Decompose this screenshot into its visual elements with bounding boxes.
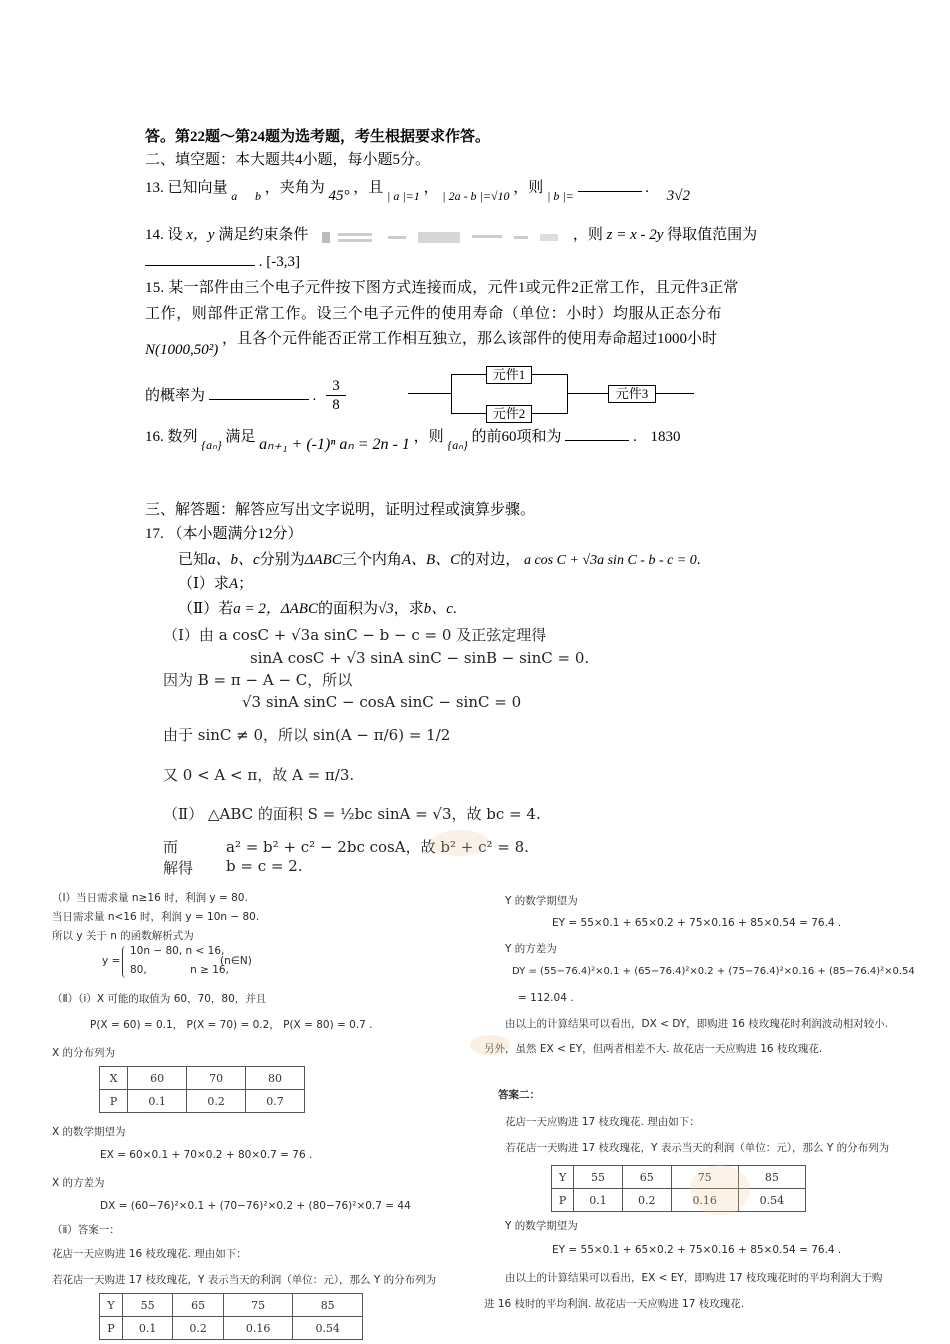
table-row [100, 1294, 363, 1317]
table-cell: Y [552, 1166, 574, 1189]
left-pw1: 10n − 80, n < 16, [130, 945, 225, 957]
q15-line3 [145, 328, 718, 358]
right-r11: Y 的数学期望为 [505, 1220, 578, 1232]
piecewise-brace [122, 946, 128, 978]
sol17-line4: √3 sinA sinC − cosA sinC − sinC = 0 [242, 693, 522, 711]
q13-cond-pre: ，且 [353, 180, 384, 196]
table-cell: 75 [671, 1166, 738, 1189]
scan-stain [470, 1035, 510, 1055]
table-cell: P [100, 1317, 123, 1340]
wire-in [408, 393, 451, 394]
q17-given [178, 549, 701, 572]
q15-dist: N(1000,50²) [145, 342, 219, 358]
question-13: 13. 已知向量 $_a$ $_b$ ，夹角为 45° ，且 $_{| a |=1}$ ， $_{| 2a - b |=√10}$ ，则 $_{| b |=}$ . 3√2 [145, 177, 690, 199]
q17-given-mid2: 三个内角 [341, 552, 402, 568]
q17-title: 17. （本小题满分12分） [145, 526, 303, 542]
table-cell: 55 [574, 1166, 623, 1189]
q16-answer: 1830 [650, 429, 681, 445]
q17-part2 [178, 598, 457, 620]
q13-answer-blank [578, 177, 642, 192]
q14-expr: z = x - 2y [606, 227, 664, 243]
q15-line3-text: ，且各个元件能否正常工作相互独立，那么该部件的使用寿命超过1000小时 [222, 331, 718, 347]
q17-part1-pre: （Ⅰ）求 [178, 576, 229, 592]
q15-line2: 工作，则部件正常工作。设三个电子元件的使用寿命（单位：小时）均服从正态分布 [145, 306, 723, 322]
left-l2: 当日需求量 n<16 时，利润 y = 10n − 80. [52, 911, 260, 923]
q17-part2-end: ，求 [393, 601, 424, 617]
table-row [100, 1067, 305, 1090]
q15-line4-text: 的概率为 [145, 388, 206, 404]
q17-dot: . [696, 552, 701, 568]
right-r12: EY = 55×0.1 + 65×0.2 + 75×0.16 + 85×0.54 = 76.4 . [552, 1244, 842, 1256]
sol17-line9b: b = c = 2. [226, 857, 303, 875]
right-r5: = 112.04 . [518, 992, 574, 1004]
table-cell: 0.2 [173, 1317, 223, 1340]
sol17-line8b: a² = b² + c² − 2bc cosA，故 b² + c² = 8. [226, 838, 529, 856]
q14-constraint-image [318, 229, 563, 243]
table-cell: 60 [128, 1067, 187, 1090]
q17-part2-mid: 的面积为 [317, 601, 378, 617]
q13-cond2: | 2a - b |=√10 [442, 189, 510, 203]
left-l3: 所以 y 关于 n 的函数解析式为 [52, 930, 194, 942]
wire-out [654, 393, 694, 394]
wire-left-bus [451, 374, 452, 414]
left-pw-y: y = [102, 955, 121, 967]
sol17-line1: （Ⅰ）由 a cosC + √3a sinC − b − c = 0 及正弦定理得 [163, 626, 547, 644]
table-cell: 65 [622, 1166, 671, 1189]
table-cell: 0.1 [574, 1189, 623, 1212]
q13-vec-b: b [255, 189, 262, 203]
q17-part2-triangle: ΔABC [280, 601, 318, 617]
right-r3: Y 的方差为 [505, 943, 557, 955]
sol17-line6: 又 0 < A < π，故 A = π/3. [163, 766, 355, 784]
left-l5: P(X = 60) = 0.1， P(X = 70) = 0.2， P(X = 80) = 0.7 . [90, 1019, 373, 1031]
q14-then: ，则 [572, 227, 603, 243]
right-r14: 进 16 枝时的平均利润. 故花店一天应购进 17 枝玫瑰花. [484, 1298, 745, 1310]
q17-part2-pre: （Ⅱ）若 [178, 601, 234, 617]
section-3-heading: 三、解答题：解答应写出文字说明，证明过程或演算步骤。 [145, 502, 536, 518]
table-cell: 75 [223, 1294, 293, 1317]
table-cell: 0.1 [122, 1317, 172, 1340]
left-l13: 若花店一天购进 17 枝玫瑰花，Y 表示当天的利润（单位：元），那么 Y 的分布列为 [52, 1274, 437, 1286]
q13-cond1: | a |=1 [387, 189, 420, 203]
table-cell: 0.7 [246, 1090, 305, 1113]
q14-mid: 满足约束条件 [218, 227, 309, 243]
q17-part2-dot: . [452, 601, 457, 617]
table-cell: 80 [246, 1067, 305, 1090]
q15-line4 [145, 385, 316, 407]
scan-stain [690, 1165, 750, 1215]
table-cell: 85 [293, 1294, 363, 1317]
left-l11: （ⅱ）答案一： [52, 1224, 120, 1236]
question-14 [145, 224, 757, 246]
q14-answer: [-3,3] [266, 254, 300, 270]
q16-pre: 16. 数列 [145, 429, 198, 445]
right-r4: DY = (55−76.4)²×0.1 + (65−76.4)²×0.2 + (75−76.4)²×0.16 + (85−76.4)²×0.54 [512, 966, 915, 977]
q16-then: ，则 [413, 429, 444, 445]
q16-answer-blank [565, 426, 629, 441]
table-cell: 70 [187, 1067, 246, 1090]
table-y-distribution-2 [551, 1165, 806, 1212]
q16-relation: aₙ₊₁ + (-1)ⁿ aₙ = 2n - 1 [259, 436, 410, 453]
question-16 [145, 426, 681, 453]
q17-part1 [178, 573, 253, 595]
table-cell: P [100, 1090, 128, 1113]
q15-answer-den: 8 [326, 395, 346, 414]
component-2: 元件2 [486, 405, 532, 423]
q17-part2-vars: b、c [423, 601, 453, 617]
left-l9: X 的方差为 [52, 1177, 105, 1189]
q14-pre: 14. 设 [145, 227, 183, 243]
q16-mid: 满足 [225, 429, 256, 445]
component-1: 元件1 [486, 366, 532, 384]
q17-given-mid: 分别为 [259, 552, 305, 568]
sol17-line9a: 解得 [163, 859, 194, 877]
q17-condition: a cos C + √3a sin C - b - c = 0 [523, 553, 697, 568]
q13-answer: 3√2 [666, 188, 690, 204]
table-cell: 0.54 [293, 1317, 363, 1340]
table-row [552, 1189, 806, 1212]
q13-vec-a: a [231, 189, 238, 203]
table-row [100, 1090, 305, 1113]
q17-sides: a、b、c [208, 552, 260, 568]
table-cell: P [552, 1189, 574, 1212]
q14-answer-blank [145, 251, 255, 266]
q16-end: . [633, 429, 637, 445]
q15-line1: 15. 某一部件由三个电子元件按下图方式连接而成，元件1或元件2正常工作，且元件3正常 [145, 280, 739, 296]
right-r9: 花店一天应购进 17 枝玫瑰花. 理由如下： [505, 1116, 700, 1128]
table-x-distribution [99, 1066, 305, 1113]
sol17-line2: sinA cosC + √3 sinA sinC − sinB − sinC = 0. [250, 649, 590, 667]
q15-answer-blank [209, 385, 309, 400]
q17-part2-cond: a = 2， [233, 601, 281, 617]
left-l6: X 的分布列为 [52, 1047, 116, 1059]
right-r6: 由以上的计算结果可以看出，DX < DY，即购进 16 枝玫瑰花时利润波动相对较小. [505, 1018, 889, 1030]
sol17-line5: 由于 sinC ≠ 0，所以 sin(A − π/6) = 1/2 [163, 726, 451, 744]
right-r7: 另外，虽然 EX < EY，但两者相差不大. 故花店一天应购进 16 枝玫瑰花. [484, 1043, 823, 1055]
table-cell: 0.16 [223, 1317, 293, 1340]
q17-triangle: ΔABC [304, 552, 342, 568]
sol17-line7: （Ⅱ） △ABC 的面积 S = ½bc sinA = √3，故 bc = 4. [163, 805, 541, 823]
q17-angles: A、B、C [401, 552, 461, 568]
table-cell: Y [100, 1294, 123, 1317]
table-cell: 0.1 [128, 1090, 187, 1113]
left-l1: （Ⅰ）当日需求量 n≥16 时，利润 y = 80. [52, 892, 248, 904]
right-r10: 若花店一天购进 17 枝玫瑰花，Y 表示当天的利润（单位：元），那么 Y 的分布列为 [505, 1142, 890, 1154]
table-cell: 55 [122, 1294, 172, 1317]
q15-answer-num: 3 [332, 378, 340, 394]
wire-right-bus [567, 374, 568, 414]
table-y-distribution-1 [99, 1293, 363, 1340]
left-l10: DX = (60−76)²×0.1 + (70−76)²×0.2 + (80−76)²×0.7 = 44 [100, 1200, 411, 1212]
q13-angle: 45° [328, 188, 350, 204]
component-3: 元件3 [608, 385, 656, 403]
wire-mid [567, 393, 608, 394]
q17-given-pre: 已知 [178, 552, 209, 568]
right-r2: EY = 55×0.1 + 65×0.2 + 75×0.16 + 85×0.54 = 76.4 . [552, 917, 842, 929]
q16-seq: {aₙ} [201, 438, 222, 452]
q15-end: . [312, 388, 317, 404]
left-l8: EX = 60×0.1 + 70×0.2 + 80×0.7 = 76 . [100, 1149, 313, 1161]
q13-then: ，则 [513, 180, 544, 196]
left-pw-domain: (n∈N) [220, 955, 252, 967]
right-r8: 答案二： [498, 1089, 540, 1101]
right-r13: 由以上的计算结果可以看出，EX < EY，即购进 17 枝玫瑰花时的平均利润大于购 [505, 1272, 883, 1284]
q13-target: | b |= [547, 189, 574, 203]
q14-vars: x，y [186, 227, 215, 243]
q16-post: 的前60项和为 [471, 429, 562, 445]
q17-part1-end: ； [238, 576, 254, 592]
q13-end: . [645, 180, 650, 196]
q15-answer-fraction [326, 377, 346, 414]
scan-stain [430, 830, 490, 856]
q14-post: 得取值范围为 [667, 227, 758, 243]
q14-answer-line [145, 251, 300, 273]
table-cell: X [100, 1067, 128, 1090]
table-cell: 0.16 [671, 1189, 738, 1212]
q14-end: . [258, 254, 263, 270]
section-2-heading: 二、填空题：本大题共4小题，每小题5分。 [145, 152, 431, 168]
table-row [100, 1317, 363, 1340]
exam-note: 答。第22题～第24题为选考题，考生根据要求作答。 [145, 129, 491, 145]
right-r1: Y 的数学期望为 [505, 895, 578, 907]
table-cell: 85 [738, 1166, 805, 1189]
table-cell: 0.2 [187, 1090, 246, 1113]
q16-seq2: {aₙ} [447, 438, 468, 452]
sol17-line3: 因为 B = π − A − C，所以 [163, 671, 353, 689]
left-l4: （Ⅱ）（ⅰ）X 可能的取值为 60，70，80，并且 [52, 993, 267, 1005]
q13-pre: 13. 已知向量 [145, 180, 228, 196]
sol17-line8a: 而 [163, 838, 179, 856]
left-pw2: 80, n ≥ 16, [130, 964, 229, 976]
table-cell: 0.54 [738, 1189, 805, 1212]
table-cell: 0.2 [622, 1189, 671, 1212]
q17-given-mid3: 的对边， [460, 552, 521, 568]
q17-part1-var: A [228, 576, 239, 592]
table-cell: 65 [173, 1294, 223, 1317]
table-row [552, 1166, 806, 1189]
q13-mid: ，夹角为 [264, 180, 325, 196]
left-l7: X 的数学期望为 [52, 1126, 126, 1138]
left-l12: 花店一天应购进 16 枝玫瑰花. 理由如下： [52, 1248, 247, 1260]
q17-area: √3 [377, 601, 394, 617]
